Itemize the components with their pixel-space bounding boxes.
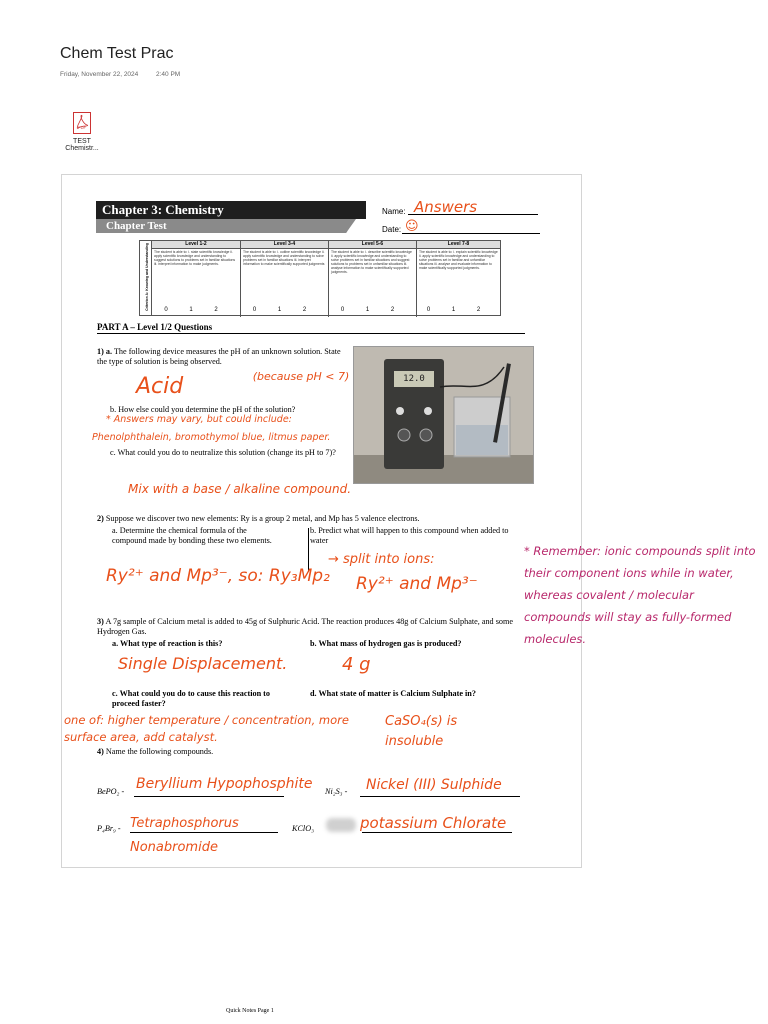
q3c-text: c. What could you do to cause this reaction to proceed faster? xyxy=(112,689,270,708)
q2-text: 2) Suppose we discover two new elements: Ry is a group 2 metal, and Mp has 5 valence electrons. xyxy=(97,514,420,523)
rubric-scores: 0 1 2 xyxy=(426,307,491,313)
chapter-subtitle: Chapter Test xyxy=(96,219,346,233)
q4-line-4 xyxy=(362,832,512,833)
name-answer: Answers xyxy=(414,198,478,216)
q4-compound-2: Ni₂S₃ - xyxy=(325,787,348,796)
header-angle-decoration xyxy=(346,201,376,233)
ph-meter-photo xyxy=(353,346,534,484)
q3a-text: a. What type of reaction is this? xyxy=(112,639,223,648)
hw-caso4: CaSO₄(s) is insoluble xyxy=(385,714,458,749)
ph-meter-illustration xyxy=(354,347,533,483)
q4-compound-3: P₄Br₉ - xyxy=(97,824,121,833)
q4-text: 4) Name the following compounds. xyxy=(97,747,214,756)
q2b-text: b. Predict what will happen to this compound when added to water xyxy=(310,526,509,545)
hw-ions: Ry²⁺ and Mp³⁻ xyxy=(356,574,478,594)
q4-compound-1: BePO₂ - xyxy=(97,787,125,796)
hw-acid: Acid xyxy=(136,374,184,399)
hw-indicators: Phenolphthalein, bromothymol blue, litmus paper. xyxy=(92,432,331,443)
rubric-side-label: Criterion A: Knowing and Understanding xyxy=(145,243,149,311)
date-label: Date: xyxy=(382,225,402,234)
hw-faster: one of: higher temperature / concentration, more surface area, add catalyst. xyxy=(64,713,349,744)
rubric-level-title: Level 7-8 xyxy=(417,241,500,249)
attachment-name-line2: Chemistr... xyxy=(65,145,99,152)
page-title[interactable]: Chem Test Prac xyxy=(60,45,174,62)
attachment-name-line1: TEST xyxy=(73,138,91,145)
rubric-scores: 0 1 2 xyxy=(340,307,405,313)
chapter-title: Chapter 3: Chemistry xyxy=(96,201,366,219)
hw-formula: Ry²⁺ and Mp³⁻, so: Ry₃Mp₂ xyxy=(106,566,330,586)
name-label: Name: xyxy=(382,207,406,216)
hw-neutralize: Mix with a base / alkaline compound. xyxy=(128,482,352,496)
rubric-level-text: The student is able to: i. state scientific knowledge ii. apply scientific knowledge and understanding to suggest solutions to problems set in familiar situations iii. interpret information to make judgments. xyxy=(154,250,236,267)
page-time: 2:40 PM xyxy=(156,71,181,78)
rubric-level-1 xyxy=(152,241,240,317)
hw-single-displacement: Single Displacement. xyxy=(118,654,288,673)
q3-text: 3) A 7g sample of Calcium metal is added to 45g of Sulphuric Acid. The reaction produces 48g of Calcium Sulphate, and some Hydrogen Gas. xyxy=(97,617,513,636)
hw-answer-3: Tetraphosphorus Nonabromide xyxy=(130,816,239,855)
rubric-level-4 xyxy=(416,241,500,317)
rubric-table xyxy=(139,240,501,316)
q4-line-1 xyxy=(134,796,284,797)
hw-answers-vary: * Answers may vary, but could include: xyxy=(106,414,292,425)
rubric-level-title: Level 1-2 xyxy=(152,241,240,249)
rubric-level-title: Level 3-4 xyxy=(241,241,328,249)
page-footer: Quick Notes Page 1 xyxy=(226,1008,274,1014)
q4-compound-4: KClO₃ xyxy=(292,824,314,833)
q3d-text: d. What state of matter is Calcium Sulphate in? xyxy=(310,689,476,698)
redacted-mark xyxy=(326,818,356,832)
smiley-face: ☺ xyxy=(405,219,419,234)
date-line xyxy=(402,233,540,234)
hw-answer-2: Nickel (III) Sulphide xyxy=(366,777,502,793)
hw-because-ph: (because pH < 7) xyxy=(252,370,350,383)
rubric-level-title: Level 5-6 xyxy=(329,241,416,249)
hw-remember-note: * Remember: ionic compounds split into their component ions while in water, whereas covalent / molecular compounds will stay as fully-formed molecules. xyxy=(524,544,756,646)
rubric-level-2 xyxy=(240,241,328,317)
rubric-side-label-cell xyxy=(140,241,152,315)
q1b-text: b. How else could you determine the pH of the solution? xyxy=(110,405,296,414)
part-a-rule xyxy=(97,333,525,334)
q2a-text: a. Determine the chemical formula of the compound made by bonding these two elements. xyxy=(112,526,272,545)
rubric-scores: 0 1 2 xyxy=(164,307,228,313)
q4-line-2 xyxy=(360,796,520,797)
q1c-text: c. What could you do to neutralize this solution (change its pH to 7)? xyxy=(110,448,336,457)
rubric-level-3 xyxy=(328,241,416,317)
rubric-level-text: The student is able to: i. outline scientific knowledge ii. apply scientific knowledge and understanding to solve problems set in familiar situations iii. interpret information to make scientifically supported judgments xyxy=(243,250,325,267)
rubric-scores: 0 1 2 xyxy=(252,307,317,313)
hw-split-ions: → split into ions: xyxy=(328,552,435,567)
hw-answer-4: potassium Chlorate xyxy=(360,814,507,832)
pdf-badge: PDF xyxy=(78,125,86,130)
rubric-level-text: The student is able to: i. explain scientific knowledge ii. apply scientific knowledge and understanding to solve problems set in familiar and unfamiliar situations iii. analyse and evaluate information to make scientifically supported judgments. xyxy=(419,250,498,271)
pdf-attachment[interactable] xyxy=(58,112,106,152)
q1-text: 1) a. The following device measures the pH of an unknown solution. State the type of solution is being observed. xyxy=(97,347,341,366)
q3b-text: b. What mass of hydrogen gas is produced? xyxy=(310,639,462,648)
hw-answer-1: Beryllium Hypophosphite xyxy=(136,776,313,792)
hw-mass: 4 g xyxy=(342,654,371,675)
rubric-level-text: The student is able to: i. describe scientific knowledge ii. apply scientific knowledge and understanding to solve problems set in familiar situations and suggest solutions to problems set in unfamiliar situations iii. analyse information to make scientifically supported judgments. xyxy=(331,250,412,275)
page-date: Friday, November 22, 2024 xyxy=(60,71,139,78)
meter-reading: 12.0 xyxy=(403,374,425,384)
pdf-file-icon xyxy=(73,112,91,134)
part-a-heading: PART A – Level 1/2 Questions xyxy=(97,322,213,332)
